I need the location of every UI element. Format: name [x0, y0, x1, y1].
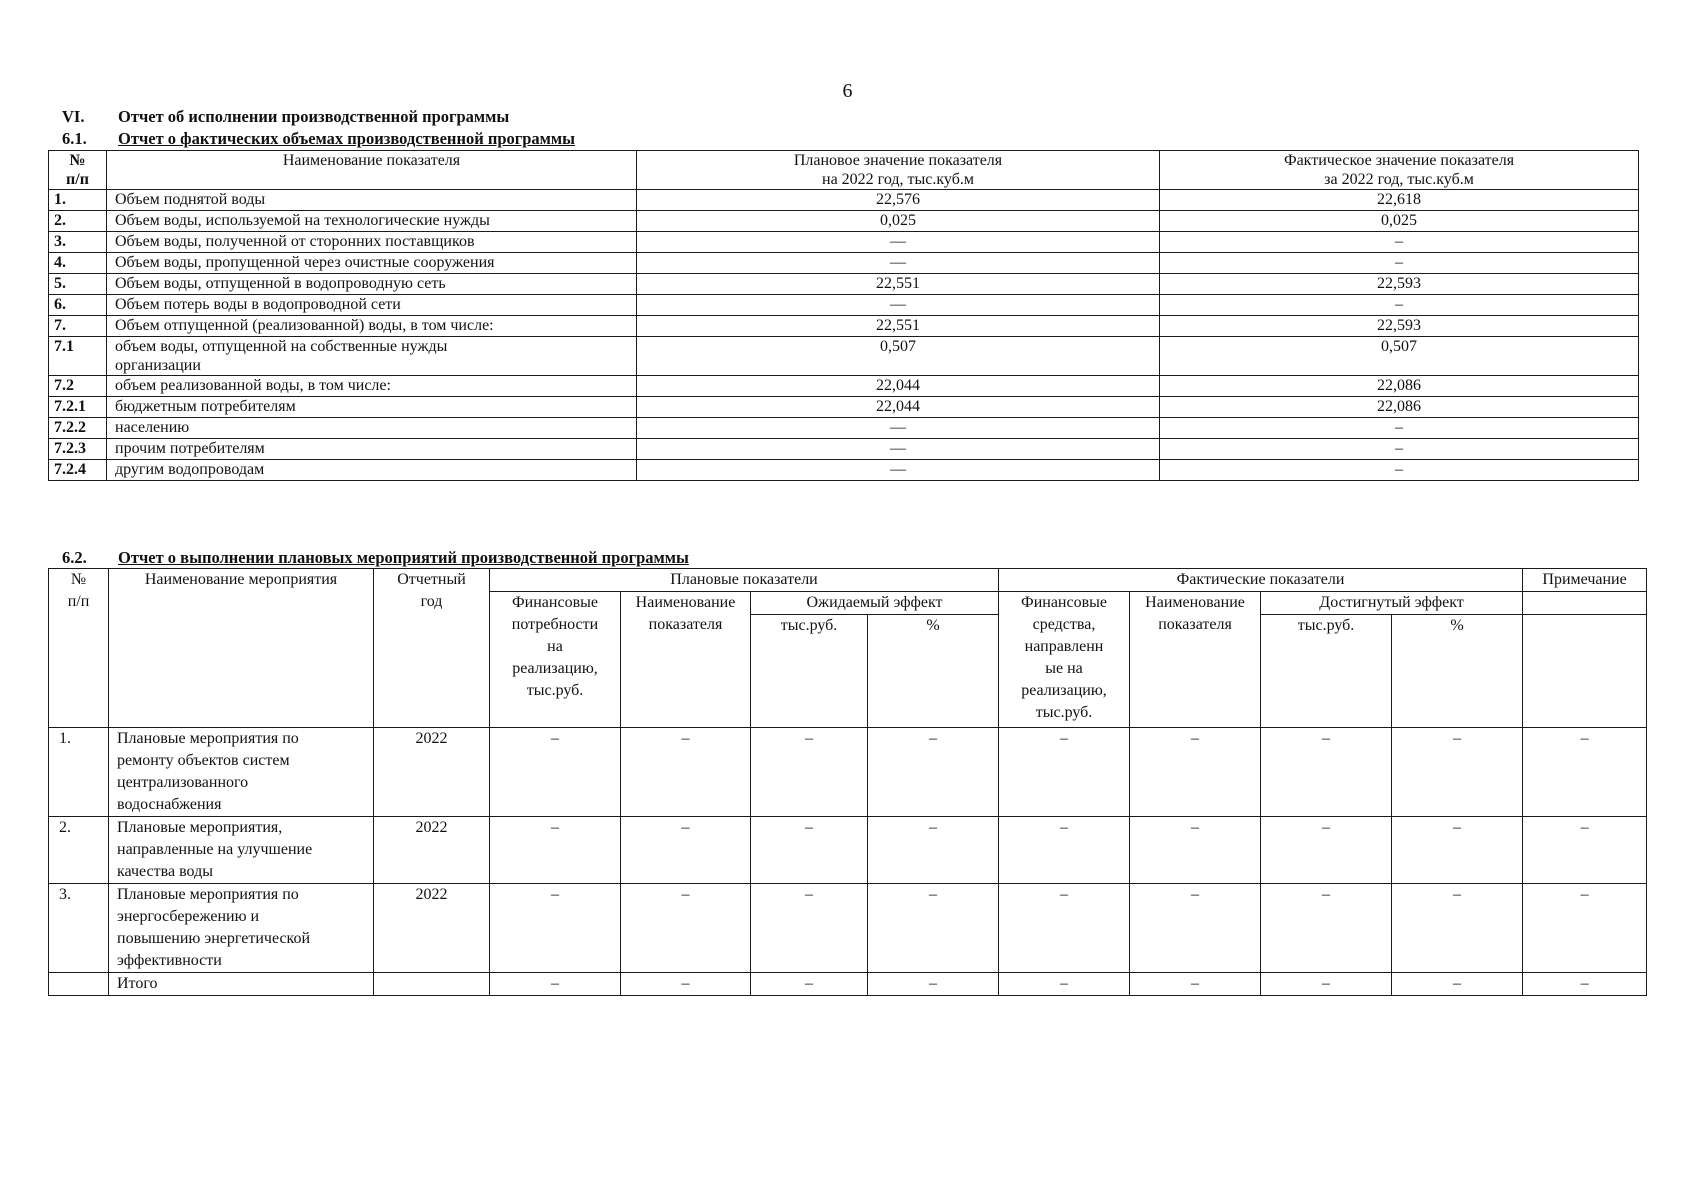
header-num-line1: № — [70, 571, 87, 588]
section-62-heading — [62, 548, 689, 568]
row-dash: – — [1523, 884, 1647, 973]
header-fact-fin-line3: направленн — [1024, 638, 1104, 655]
section-61-heading — [62, 129, 575, 149]
row-num: 7.2.2 — [49, 418, 107, 439]
row-num: 7.1 — [49, 337, 107, 376]
row-num: 3. — [49, 884, 109, 973]
row-name-line: энергосбережению и — [117, 908, 260, 925]
header-plan-value — [637, 151, 1160, 190]
row-name: объем реализованной воды, в том числе: — [107, 376, 637, 397]
row-name-line: водоснабжения — [117, 796, 222, 813]
table-row — [49, 397, 1639, 418]
row-fact: 22,086 — [1160, 397, 1639, 418]
row-name — [109, 728, 374, 817]
row-dash: – — [868, 973, 999, 996]
table-row — [49, 295, 1639, 316]
row-plan: 0,507 — [637, 337, 1160, 376]
row-plan: 0,025 — [637, 211, 1160, 232]
row-dash: – — [621, 817, 751, 884]
row-name-line: централизованного — [117, 774, 249, 791]
header-num — [49, 151, 107, 190]
row-name: Итого — [109, 973, 374, 996]
header-achieved-effect: Достигнутый эффект — [1261, 592, 1523, 615]
header-fact-ind-line1: Наименование — [1145, 594, 1245, 611]
header-expected-effect: Ожидаемый эффект — [751, 592, 999, 615]
header-note-blank-2 — [1523, 615, 1647, 728]
row-num: 1. — [49, 728, 109, 817]
row-name-line: ремонту объектов систем — [117, 752, 290, 769]
table-row — [49, 728, 1647, 817]
row-fact: 22,086 — [1160, 376, 1639, 397]
measures-table — [48, 568, 1647, 996]
header-num-line1: № — [69, 152, 86, 169]
row-name: Объем потерь воды в водопроводной сети — [107, 295, 637, 316]
header-report-year — [374, 569, 490, 728]
row-dash: – — [999, 884, 1130, 973]
row-fact: 0,507 — [1160, 337, 1639, 376]
row-num: 2. — [49, 211, 107, 232]
row-dash: – — [1130, 884, 1261, 973]
row-fact: – — [1160, 460, 1639, 481]
row-dash: – — [751, 728, 868, 817]
row-plan: — — [637, 232, 1160, 253]
row-dash: – — [868, 728, 999, 817]
row-name: Объем воды, отпущенной в водопроводную сеть — [107, 274, 637, 295]
section-vi-heading — [62, 107, 509, 127]
header-fact-line1: Фактическое значение показателя — [1283, 152, 1515, 169]
row-name — [109, 817, 374, 884]
header-plan-ind-line2: показателя — [648, 616, 723, 633]
table-row — [49, 211, 1639, 232]
table-row — [49, 253, 1639, 274]
header-plan-fin-line3: на — [547, 638, 563, 655]
header-num — [49, 569, 109, 728]
row-name: бюджетным потребителям — [107, 397, 637, 418]
volumes-table-header — [49, 151, 1639, 190]
row-dash: – — [490, 973, 621, 996]
section-vi-number: VI. — [62, 107, 85, 126]
page-number: 6 — [842, 80, 853, 102]
header-achieved-rub: тыс.руб. — [1261, 615, 1392, 728]
row-dash: – — [1392, 884, 1523, 973]
row-name-line: повышению энергетической — [117, 930, 311, 947]
header-fact-line2: за 2022 год, тыс.куб.м — [1324, 171, 1474, 188]
row-num: 3. — [49, 232, 107, 253]
header-plan-ind-line1: Наименование — [635, 594, 736, 611]
row-fact: 22,593 — [1160, 274, 1639, 295]
row-plan: 22,551 — [637, 316, 1160, 337]
row-num: 7. — [49, 316, 107, 337]
row-name: Объем воды, пропущенной через очистные сооружения — [107, 253, 637, 274]
header-fact-fin-line6: тыс.руб. — [1035, 704, 1093, 721]
header-plan-line2: на 2022 год, тыс.куб.м — [822, 171, 974, 188]
row-dash: – — [1523, 817, 1647, 884]
table-row-total — [49, 973, 1647, 996]
row-name-line: качества воды — [117, 863, 213, 880]
header-indicator-name: Наименование показателя — [107, 151, 637, 190]
table-row — [49, 439, 1639, 460]
table-row — [49, 460, 1639, 481]
row-fact: – — [1160, 439, 1639, 460]
row-plan: 22,044 — [637, 397, 1160, 418]
row-dash: – — [490, 817, 621, 884]
row-dash: – — [999, 728, 1130, 817]
section-62-number: 6.2. — [62, 548, 87, 567]
header-fact-fin-line2: средства, — [1032, 616, 1096, 633]
row-name: Объем поднятой воды — [107, 190, 637, 211]
header-plan-fin-line5: тыс.руб. — [526, 682, 584, 699]
row-dash: – — [1523, 973, 1647, 996]
row-num: 2. — [49, 817, 109, 884]
row-plan: — — [637, 253, 1160, 274]
row-name-line: эффективности — [117, 952, 222, 969]
section-61-number: 6.1. — [62, 129, 87, 148]
row-dash: – — [621, 973, 751, 996]
measures-header-row-1 — [49, 569, 1647, 592]
row-year: 2022 — [374, 884, 490, 973]
header-fact-ind-line2: показателя — [1158, 616, 1232, 633]
row-dash: – — [1392, 728, 1523, 817]
header-note: Примечание — [1523, 569, 1647, 592]
header-expected-pct: % — [868, 615, 999, 728]
table-row — [49, 376, 1639, 397]
row-dash: – — [868, 817, 999, 884]
row-dash: – — [1523, 728, 1647, 817]
row-year: 2022 — [374, 817, 490, 884]
row-num: 5. — [49, 274, 107, 295]
row-dash: – — [490, 728, 621, 817]
row-fact: – — [1160, 232, 1639, 253]
row-dash: – — [1130, 728, 1261, 817]
row-num: 7.2.1 — [49, 397, 107, 418]
row-dash: – — [1392, 973, 1523, 996]
row-num: 6. — [49, 295, 107, 316]
row-dash: – — [751, 817, 868, 884]
header-fact-fin-line1: Финансовые — [1021, 594, 1107, 611]
row-plan: — — [637, 295, 1160, 316]
row-name: Объем воды, полученной от сторонних поставщиков — [107, 232, 637, 253]
volumes-table — [48, 150, 1639, 481]
header-year-line2: год — [420, 593, 443, 610]
row-dash: – — [621, 728, 751, 817]
row-dash: – — [1261, 884, 1392, 973]
header-plan-group: Плановые показатели — [490, 569, 999, 592]
row-name: Объем воды, используемой на технологические нужды — [107, 211, 637, 232]
row-name-line: Плановые мероприятия, — [117, 819, 283, 836]
row-dash: – — [1261, 817, 1392, 884]
row-name-line: направленные на улучшение — [117, 841, 313, 858]
table-row — [49, 418, 1639, 439]
table-row — [49, 884, 1647, 973]
row-dash: – — [1130, 973, 1261, 996]
row-dash: – — [999, 817, 1130, 884]
row-num — [49, 973, 109, 996]
row-name — [107, 337, 637, 376]
row-name: прочим потребителям — [107, 439, 637, 460]
header-plan-financial — [490, 592, 621, 728]
section-vi-title: Отчет об исполнении производственной программы — [118, 107, 510, 126]
header-num-line2: п/п — [66, 171, 89, 188]
row-dash: – — [1261, 728, 1392, 817]
header-measure-name: Наименование мероприятия — [109, 569, 374, 728]
row-fact: – — [1160, 418, 1639, 439]
row-dash: – — [999, 973, 1130, 996]
table-row — [49, 817, 1647, 884]
row-name-line: Плановые мероприятия по — [117, 886, 299, 903]
row-num: 4. — [49, 253, 107, 274]
header-num-line2: п/п — [67, 593, 90, 610]
row-dash: – — [1261, 973, 1392, 996]
row-num: 7.2 — [49, 376, 107, 397]
header-fact-group: Фактические показатели — [999, 569, 1523, 592]
row-name-line: Плановые мероприятия по — [117, 730, 299, 747]
header-plan-fin-line2: потребности — [511, 616, 599, 633]
row-dash: – — [751, 973, 868, 996]
row-num: 7.2.4 — [49, 460, 107, 481]
row-fact: 22,618 — [1160, 190, 1639, 211]
table-row — [49, 337, 1639, 376]
row-name: другим водопроводам — [107, 460, 637, 481]
header-note-blank — [1523, 592, 1647, 615]
row-name — [109, 884, 374, 973]
header-year-line1: Отчетный — [397, 571, 466, 588]
header-fact-value — [1160, 151, 1639, 190]
row-year — [374, 973, 490, 996]
header-achieved-pct: % — [1392, 615, 1523, 728]
header-plan-fin-line1: Финансовые — [512, 594, 598, 611]
row-plan: 22,044 — [637, 376, 1160, 397]
row-year: 2022 — [374, 728, 490, 817]
row-dash: – — [1130, 817, 1261, 884]
row-plan: 22,551 — [637, 274, 1160, 295]
header-fact-fin-line5: реализацию, — [1021, 682, 1107, 699]
row-plan: — — [637, 418, 1160, 439]
table-row — [49, 316, 1639, 337]
row-fact: 0,025 — [1160, 211, 1639, 232]
row-plan: — — [637, 460, 1160, 481]
row-name: населению — [107, 418, 637, 439]
row-name-line2: организации — [115, 357, 201, 374]
row-fact: – — [1160, 295, 1639, 316]
header-expected-rub: тыс.руб. — [751, 615, 868, 728]
table-row — [49, 232, 1639, 253]
row-plan: — — [637, 439, 1160, 460]
header-plan-fin-line4: реализацию, — [512, 660, 598, 677]
header-fact-indicator — [1130, 592, 1261, 728]
table-row — [49, 190, 1639, 211]
row-dash: – — [751, 884, 868, 973]
row-name: Объем отпущенной (реализованной) воды, в том числе: — [107, 316, 637, 337]
header-plan-line1: Плановое значение показателя — [793, 152, 1003, 169]
row-dash: – — [621, 884, 751, 973]
header-fact-fin-line4: ые на — [1045, 660, 1083, 677]
row-dash: – — [868, 884, 999, 973]
row-fact: 22,593 — [1160, 316, 1639, 337]
section-62-title: Отчет о выполнении плановых мероприятий производственной программы — [118, 548, 689, 567]
header-plan-indicator — [621, 592, 751, 728]
row-num: 7.2.3 — [49, 439, 107, 460]
row-plan: 22,576 — [637, 190, 1160, 211]
row-dash: – — [1392, 817, 1523, 884]
row-num: 1. — [49, 190, 107, 211]
row-fact: – — [1160, 253, 1639, 274]
row-name-line1: объем воды, отпущенной на собственные нужды — [115, 338, 448, 355]
section-61-title: Отчет о фактических объемах производственной программы — [118, 129, 576, 148]
row-dash: – — [490, 884, 621, 973]
header-fact-financial — [999, 592, 1130, 728]
table-row — [49, 274, 1639, 295]
